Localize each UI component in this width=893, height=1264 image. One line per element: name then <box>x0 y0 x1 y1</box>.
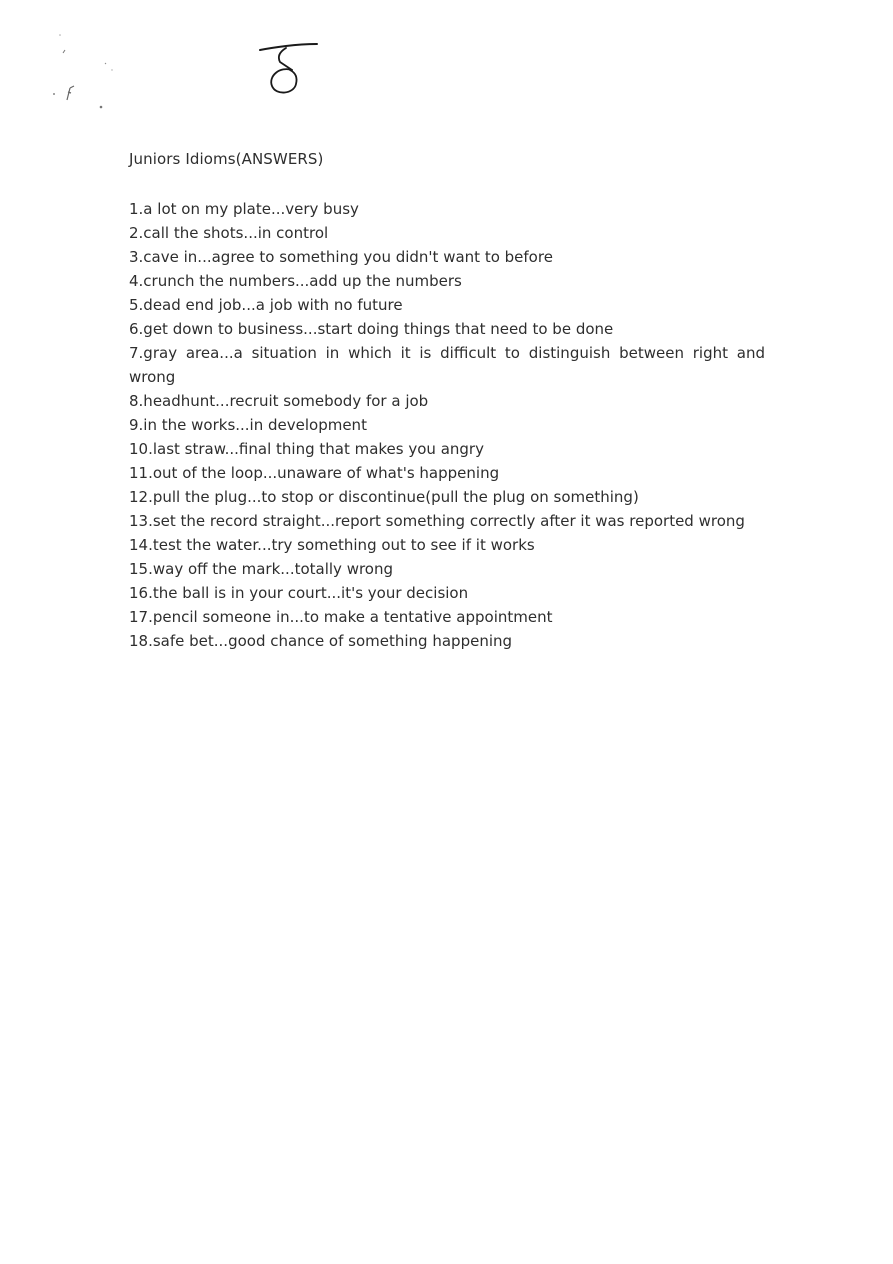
list-item: 1.a lot on my plate...very busy <box>129 200 359 218</box>
list-item: 8.headhunt...recruit somebody for a job <box>129 392 429 410</box>
handwritten-mark <box>250 38 330 100</box>
list-item: 12.pull the plug...to stop or discontinue(pull the plug on something) <box>129 488 639 506</box>
list-item: 7.gray area...a situation in which it is difficult to distinguish between right and wrong <box>129 344 765 386</box>
list-item: 6.get down to business...start doing things that need to be done <box>129 320 614 338</box>
list-item: 16.the ball is in your court...it's your decision <box>129 584 469 602</box>
list-item: 3.cave in...agree to something you didn't want to before <box>129 248 553 266</box>
list-item: 11.out of the loop...unaware of what's happening <box>129 464 500 482</box>
list-item: 17.pencil someone in...to make a tentative appointment <box>129 608 553 626</box>
list-item: 15.way off the mark...totally wrong <box>129 560 394 578</box>
list-item: 10.last straw...final thing that makes you angry <box>129 440 484 458</box>
list-item: 2.call the shots...in control <box>129 224 329 242</box>
list-item: 9.in the works...in development <box>129 416 367 434</box>
document-title: Juniors Idioms(ANSWERS) <box>129 150 324 168</box>
list-item: 13.set the record straight...report something correctly after it was reported wrong <box>129 512 745 530</box>
list-item: 18.safe bet...good chance of something happening <box>129 632 513 650</box>
scan-specks <box>40 30 130 120</box>
list-item: 5.dead end job...a job with no future <box>129 296 403 314</box>
list-item: 4.crunch the numbers...add up the numbers <box>129 272 462 290</box>
idiom-answer-list <box>129 197 765 653</box>
list-item: 14.test the water...try something out to see if it works <box>129 536 535 554</box>
